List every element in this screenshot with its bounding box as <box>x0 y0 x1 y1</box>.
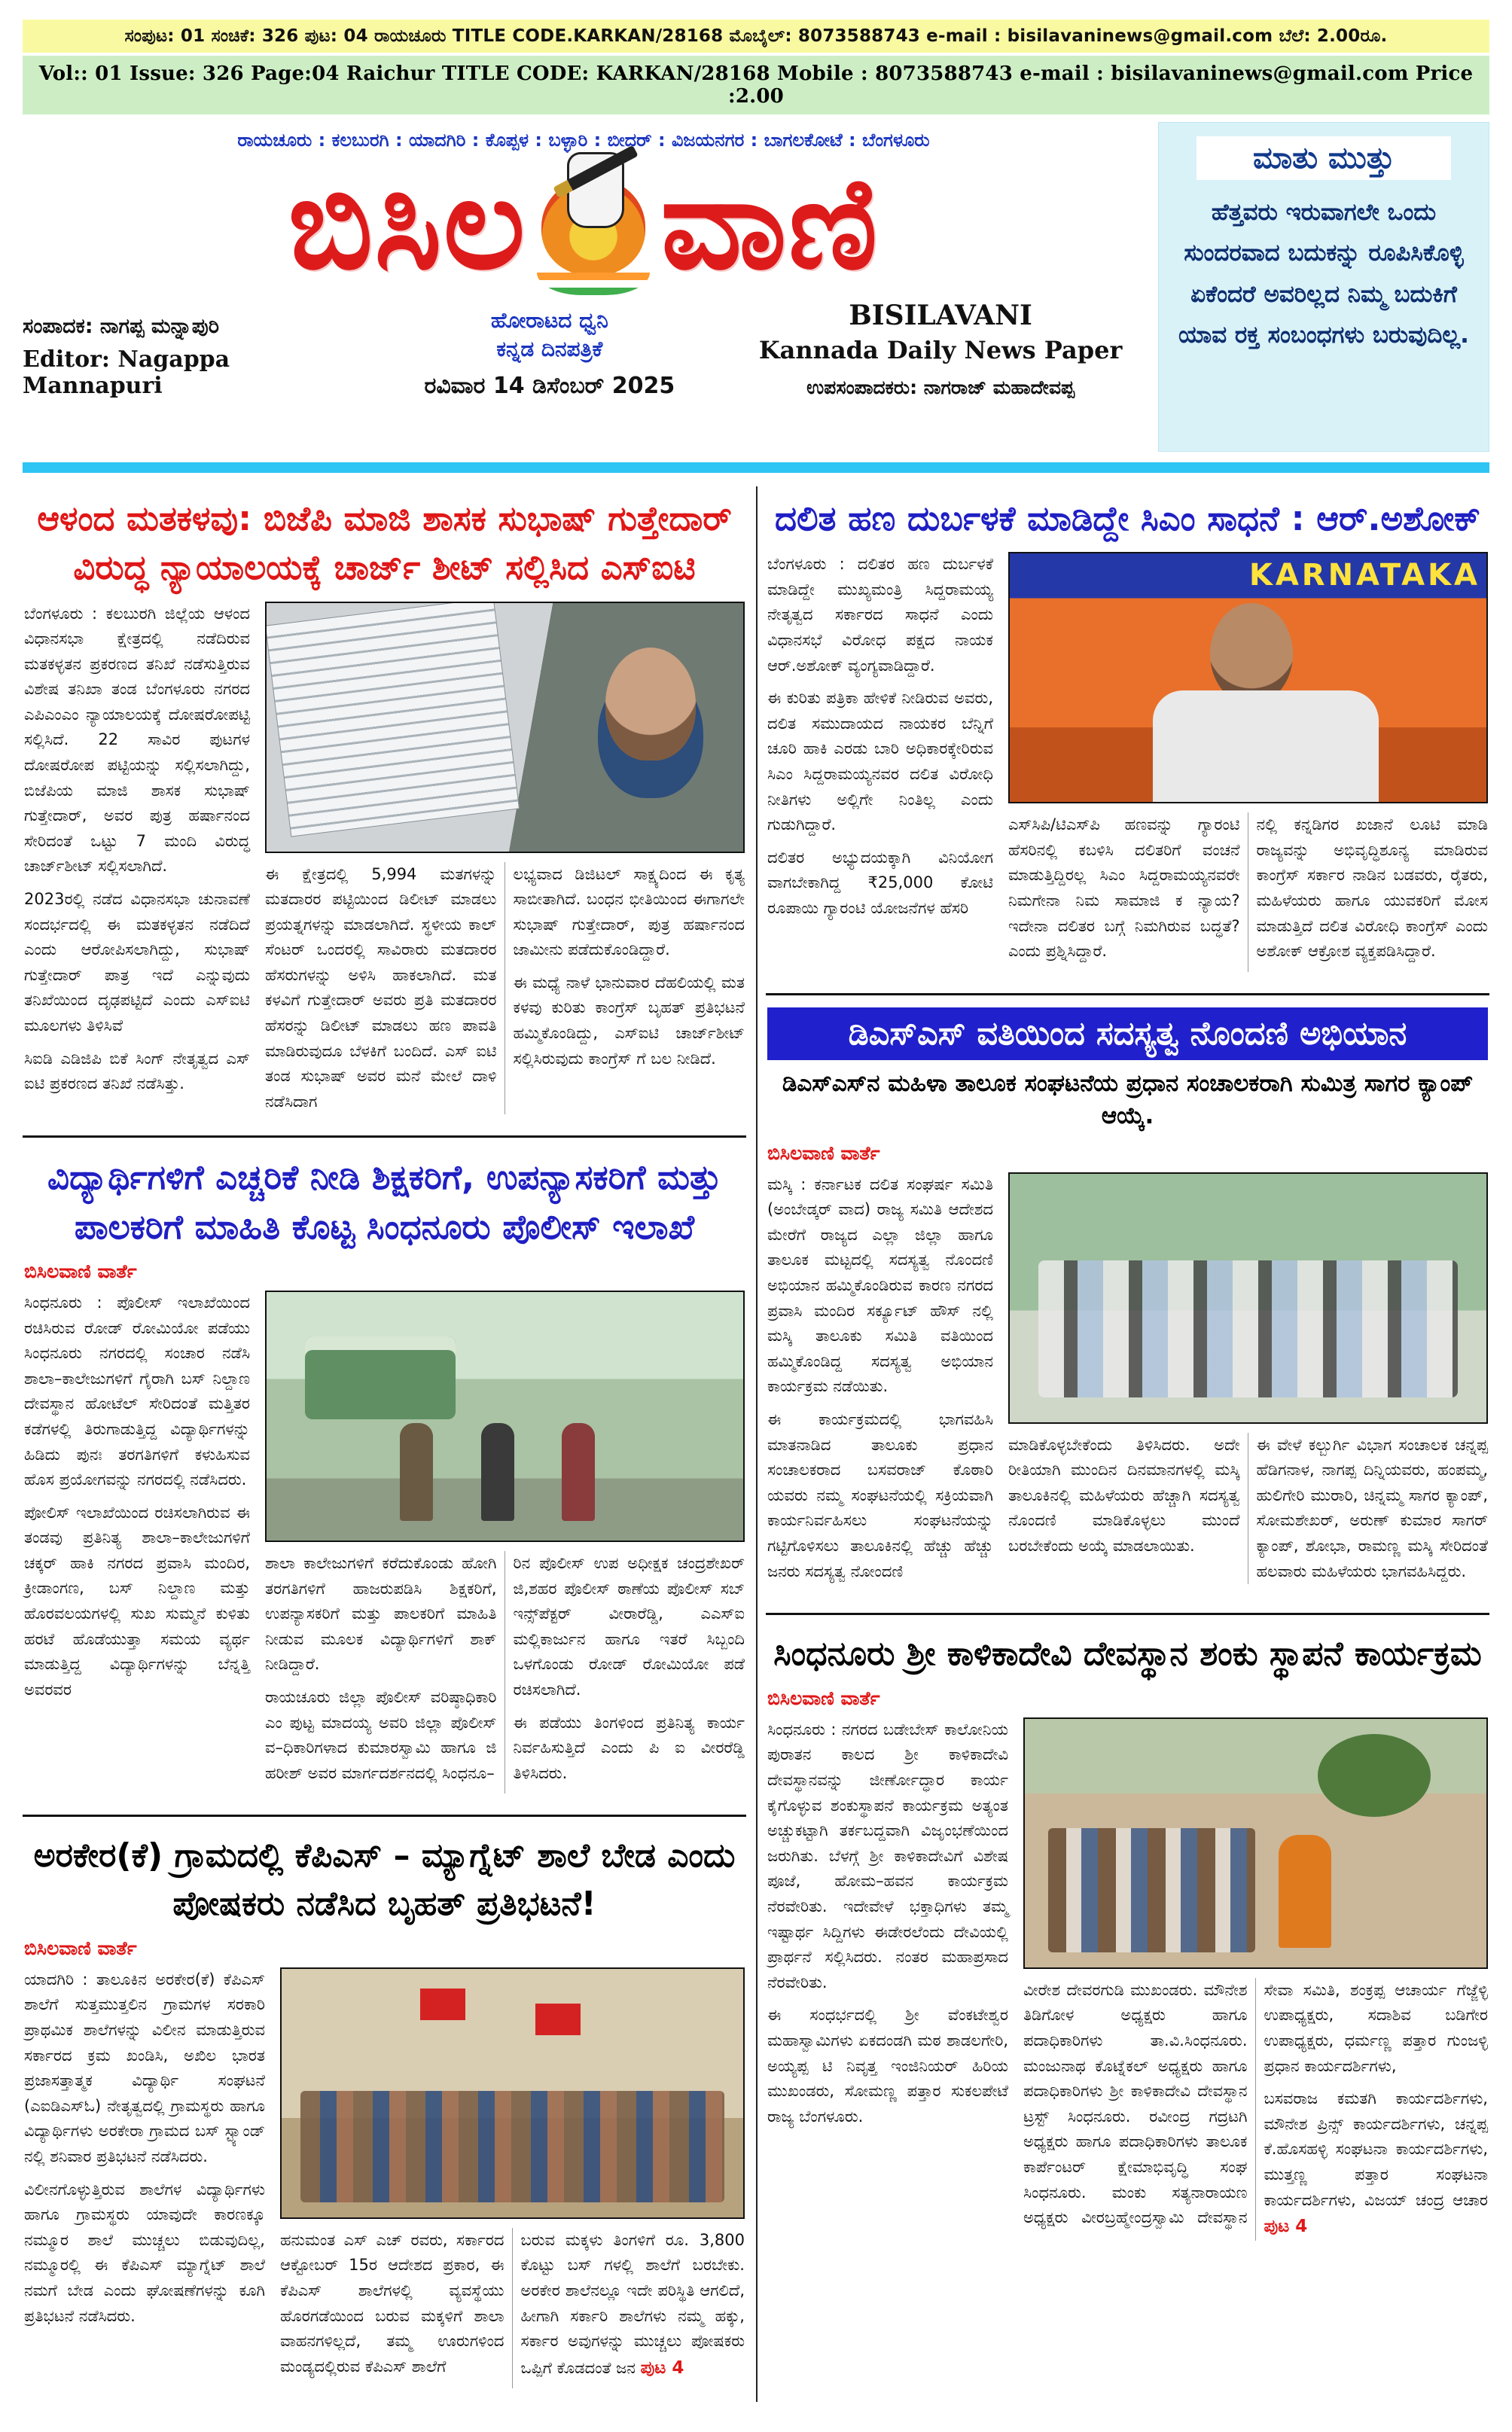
paragraph: ಸಿಂಧನೂರು : ನಗರದ ಬಡೇಬೇಸ್ ಕಾಲೋನಿಯ ಪುರಾತನ ಕಾಲದ ಶ್ರೀ ಕಾಳಿಕಾದೇವಿ ದೇವಸ್ಥಾನವನ್ನು ಜೀರ್ಣೋದ್ಧಾರ ಕಾರ್ಯ ಕೈಗೊಳ್ಳುವ ಶಂಕುಸ್ಥಾಪನೆ ಕಾರ್ಯಕ್ರಮ ಅತ್ಯಂತ ಅಚ್ಚುಕಟ್ಟಾಗಿ ತರ್ಕಬದ್ದವಾಗಿ ವಿಜೃಂಭಣೆಯಿಂದ ಜರುಗಿತು. ಬೆಳಗ್ಗೆ ಶ್ರೀ ಕಾಳಿಕಾದೇವಿಗೆ ವಿಶೇಷ ಪೂಜೆ, ಹೋಮ–ಹವನ ಕಾರ್ಯಕ್ರಮ ನೆರವೇರಿತು. ಇದೇವೇಳೆ ಭಕ್ತಾಧಿಗಳು ತಮ್ಮ ಇಷ್ಟಾರ್ಥ ಸಿದ್ದಿಗಳು ಈಡೇರಲೆಂದು ದೇವಿಯಲ್ಲಿ ಪ್ರಾರ್ಥನೆ ಸಲ್ಲಿಸಿದರು. ನಂತರ ಮಹಾಪ್ರಸಾದ ನೆರವೇರಿತು. <box>767 1720 1008 1992</box>
article-sindhanur-police <box>23 1135 746 1807</box>
dss-group-photo <box>1008 1172 1488 1424</box>
article-4-byline: ಬಿಸಿಲವಾಣಿ ವಾರ್ತೆ <box>767 1141 880 1164</box>
info-bar-kannada: ಸಂಪುಟ: 01 ಸಂಚಿಕೆ: 326 ಪುಟ: 04 ರಾಯಚೂರು TITLE CODE.KARKAN/28168 ಮೊಬೈಲ್: 8073588743 e-mail : bisilavaninews@gmail.com ಬೆಲೆ: 2.00ರೂ. <box>23 20 1489 56</box>
continued-on-page-4[interactable]: ಪುಟ 4 <box>1264 2217 1308 2237</box>
editor-english: Editor: Nagappa Mannapuri <box>23 346 230 399</box>
article-5-rest-text <box>280 2228 745 2388</box>
article-4-lead-text <box>767 1172 993 1592</box>
article-2-rest-text <box>1008 812 1488 972</box>
article-5-lead-text <box>24 1967 265 2388</box>
tagline-2: ಕನ್ನಡ ದಿನಪತ್ರಿಕೆ <box>496 337 603 361</box>
temple-shanku-sthapane-photo <box>1023 1717 1488 1969</box>
paragraph: ಲಭ್ಯವಾದ ಡಿಜಿಟಲ್ ಸಾಕ್ಷ್ಯದಿಂದ ಈ ಕೃತ್ಯ ಸಾಬೀತಾಗಿದೆ. ಬಂಧನ ಭೀತಿಯಿಂದ ಈಗಾಗಲೇ ಸುಭಾಷ್ ಗುತ್ತೇದಾರ್, ಪುತ್ರ ಹರ್ಷಾನಂದ ಜಾಮೀನು ಪಡೆದುಕೊಂಡಿದ್ದಾರೆ. <box>513 864 745 959</box>
voter-list-and-subhash-guttedar-photo <box>265 602 745 853</box>
paper-title-right: ವಾಣಿ <box>660 150 879 297</box>
paragraph: ಯಾದಗಿರಿ : ತಾಲೂಕಿನ ಅರಕೇರ(ಕೆ) ಕೆಪಿಎಸ್ ಶಾಲೆಗೆ ಸುತ್ತಮುತ್ತಲಿನ ಗ್ರಾಮಗಳ ಸರಕಾರಿ ಪ್ರಾಥಮಿಕ ಶಾಲೆಗಳನ್ನು ವಿಲೀನ ಮಾಡುತ್ತಿರುವ ಸರ್ಕಾರದ ಕ್ರಮ ಖಂಡಿಸಿ, ಅಖಿಲ ಭಾರತ ಪ್ರಜಾಸತ್ತಾತ್ಮಕ ವಿದ್ಯಾರ್ಥಿ ಸಂಘಟನೆ (ಎಐಡಿಎಸ್‌ಓ) ನೇತೃತ್ವದಲ್ಲಿ ಗ್ರಾಮಸ್ಥರು ಹಾಗೂ ವಿದ್ಯಾರ್ಥಿಗಳು ಅರಕೇರಾ ಗ್ರಾಮದ ಬಸ್ ಸ್ಟ್ಯಾಂಡ್ ನಲ್ಲಿ ಶನಿವಾರ ಪ್ರತಿಭಟನೆ ನಡೆಸಿದರು. <box>24 1970 265 2166</box>
editor-kannada: ಸಂಪಾದಕ: ನಾಗಪ್ಪ ಮನ್ನಾಪುರಿ <box>23 315 219 338</box>
paragraph: 2023ರಲ್ಲಿ ನಡೆದ ವಿಧಾನಸಭಾ ಚುನಾವಣೆ ಸಂದರ್ಭದಲ್ಲಿ ಈ ಮತಕಳ್ಳತನ ನಡೆದಿದೆ ಎಂದು ಆರೋಪಿಸಲಾಗಿದ್ದು, ಸುಭಾಷ್ ಗುತ್ತೇದಾರ್ ಪಾತ್ರ ಇದೆ ಎನ್ನುವುದು ತನಿಖೆಯಿಂದ ದೃಢಪಟ್ಟಿದೆ ಎಂದು ಎಸ್‌ಐಟಿ ಮೂಲಗಳು ತಿಳಿಸಿವೆ <box>24 890 250 1035</box>
masthead-divider <box>23 462 1489 473</box>
article-5-headline: ಅರಕೇರ(ಕೆ) ಗ್ರಾಮದಲ್ಲಿ ಕೆಪಿಎಸ್ – ಮ್ಯಾಗ್ನೆಟ್ ಶಾಲೆ ಬೇಡ ಎಂದು ಪೋಷಕರು ನಡೆಸಿದ ಬೃಹತ್ ಪ್ರತಿಭಟನೆ! <box>33 1836 736 1924</box>
paragraph: ಈ ವೇಳೆ ಕಲ್ಬುರ್ಗಿ ವಿಭಾಗ ಸಂಚಾಲಕ ಚನ್ನಪ್ಪ ಹೆಡಿಗನಾಳ, ನಾಗಪ್ಪ ದಿನ್ನಿಯವರು, ಹಂಪಮ್ಮ, ಹುಲಿಗೇರಿ ಮುರಾರಿ, ಚಿನ್ನಮ್ಮ ಸಾಗರ ಕ್ಯಾಂಪ್, ಸೋಮಶೇಖರ್, ಅರುಣ್ ಕುಮಾರ ಸಾಗರ್ ಕ್ಯಾಂಪ್, ಶೋಭಾ, ರಾಮಣ್ಣ ಮಸ್ಕಿ ಸೇರಿದಂತೆ ಹಲವಾರು ಮಹಿಳೆಯರು ಭಾಗವಹಿಸಿದ್ದರು. <box>1256 1435 1488 1580</box>
paper-name-english: BISILAVANI <box>849 300 1032 331</box>
paragraph: ದಲಿತರ ಅಭ್ಯುದಯಕ್ಕಾಗಿ ವಿನಿಯೋಗ ವಾಗಬೇಕಾಗಿದ್ದ ₹25,000 ಕೋಟಿ ರೂಪಾಯಿ ಗ್ಯಾರಂಟಿ ಯೋಜನೆಗಳ ಹೆಸರಿ <box>767 848 993 917</box>
right-column <box>766 486 1489 2402</box>
paragraph: ಬೆಂಗಳೂರು : ದಲಿತರ ಹಣ ದುರ್ಬಳಕೆ ಮಾಡಿದ್ದೇ ಮುಖ್ಯಮಂತ್ರಿ ಸಿದ್ದರಾಮಯ್ಯ ನೇತೃತ್ವದ ಸರ್ಕಾರದ ಸಾಧನೆ ಎಂದು ವಿಧಾನಸಭೆ ವಿರೋಧ ಪಕ್ಷದ ನಾಯಕ ಆರ್.ಅಶೋಕ್ ವ್ಯಂಗ್ಯವಾಡಿದ್ದಾರೆ. <box>767 555 993 675</box>
paragraph: ಪೋಲಿಸ್ ಇಲಾಖೆಯಿಂದ ರಚಿಸಲಾಗಿರುವ ಈ ತಂಡವು ಪ್ರತಿನಿತ್ಯ ಶಾಲಾ–ಕಾಲೇಜುಗಳಿಗೆ ಚಕ್ಕರ್ ಹಾಕಿ ನಗರದ ಪ್ರವಾಸಿ ಮಂದಿರ, ಕ್ರೀಡಾಂಗಣ, ಬಸ್ ನಿಲ್ದಾಣ ಮತ್ತು ಹೊರವಲಯಗಳಲ್ಲಿ ಸುಖ ಸುಮ್ಮನೆ ಕುಳಿತು ಹರಟೆ ಹೊಡೆಯುತ್ತಾ ಸಮಯ ವ್ಯರ್ಥ ಮಾಡುತ್ತಿದ್ದ ವಿದ್ಯಾರ್ಥಿಗಳನ್ನು ಬೆನ್ನತ್ತಿ ಅವರವರ <box>24 1503 250 1699</box>
road-romeo-squad-photo <box>265 1291 745 1542</box>
article-2-headline: ದಲಿತ ಹಣ ದುರ್ಬಳಕೆ ಮಾಡಿದ್ದೇ ಸಿಎಂ ಸಾಧನೆ : ಆರ್.ಅಶೋಕ್ <box>774 498 1481 538</box>
paragraph: ಸಿಂಧನೂರು : ಪೊಲೀಸ್ ಇಲಾಖೆಯಿಂದ ರಚಿಸಿರುವ ರೋಡ್ ರೋಮಿಯೋ ಪಡೆಯು ಸಿಂಧನೂರು ನಗರದಲ್ಲಿ ಸಂಚಾರ ನಡೆಸಿ ಶಾಲಾ–ಕಾಲೇಜುಗಳಿಗೆ ಗೈರಾಗಿ ಬಸ್ ನಿಲ್ದಾಣ ದೇವಸ್ಥಾನ ಹೋಟೆಲ್ ಸೇರಿದಂತೆ ಮತ್ತಿತರ ಕಡೆಗಳಲ್ಲಿ ತಿರುಗಾಡುತ್ತಿದ್ದ ವಿದ್ಯಾರ್ಥಿಗಳನ್ನು ಹಿಡಿದು ಪುನಃ ತರಗತಿಗಳಿಗೆ ಕಳುಹಿಸುವ ಹೊಸ ಪ್ರಯೋಗವನ್ನು ನಗರದಲ್ಲಿ ನಡೆಸಿದರು. <box>24 1293 250 1489</box>
article-3-lead-text <box>24 1291 250 1794</box>
article-6-byline: ಬಿಸಿಲವಾಣಿ ವಾರ್ತೆ <box>767 1687 880 1709</box>
paragraph: ಸಿಐಡಿ ಎಡಿಜಿಪಿ ಬಿಕೆ ಸಿಂಗ್ ನೇತೃತ್ವದ ಎಸ್ ಐಟಿ ಪ್ರಕರಣದ ತನಿಖೆ ನಡೆಸಿತ್ತು. <box>24 1049 250 1093</box>
article-4-banner-headline: ಡಿಎಸ್‌ಎಸ್ ವತಿಯಿಂದ ಸದಸ್ಯತ್ವ ನೊಂದಣಿ ಅಭಿಯಾನ <box>767 1007 1488 1060</box>
article-1-rest-text <box>265 862 745 1115</box>
article-1-headline: ಆಳಂದ ಮತಕಳವು: ಬಿಜೆಪಿ ಮಾಜಿ ಶಾಸಕ ಸುಭಾಷ್ ಗುತ್ತೇದಾರ್ ವಿರುದ್ಧ ನ್ಯಾಯಾಲಯಕ್ಕೆ ಚಾರ್ಜ್ ಶೀಟ್ ಸಲ್ಲಿಸಿದ ಎಸ್‌ಐಟಿ <box>37 498 732 588</box>
continued-on-page-4[interactable]: ಪುಟ 4 <box>640 2357 684 2378</box>
quote-box-text: ಹೆತ್ತವರು ಇರುವಾಗಲೇ ಒಂದು ಸುಂದರವಾದ ಬದುಕನ್ನು ರೂಪಿಸಿಕೊಳ್ಳಿ ಏಕೆಂದರೆ ಅವರಿಲ್ಲದ ನಿಮ್ಮ ಬದುಕಿಗೆ ಯಾವ ರಕ್ತ ಸಂಬಂಧಗಳು ಬರುವುದಿಲ್ಲ. <box>1178 199 1469 349</box>
article-6-rest-text <box>1023 1978 1488 2241</box>
paragraph-text: ಬರುವ ಮಕ್ಕಳು ತಿಂಗಳಿಗೆ ರೂ. 3,800 ಕೊಟ್ಟು ಬಸ್ ಗಳಲ್ಲಿ ಶಾಲೆಗೆ ಬರಬೇಕು. ಅರಕೇರ ಶಾಲೆನಲ್ಲೂ ಇದೇ ಪರಿಸ್ಥಿತಿ ಆಗಲಿದೆ, ಹೀಗಾಗಿ ಸರ್ಕಾರಿ ಶಾಲೆಗಳು ನಮ್ಮ ಹಕ್ಕು, ಸರ್ಕಾರ ಅವುಗಳನ್ನು ಮುಚ್ಚಲು ಪೋಷಕರು ಒಪ್ಪಿಗೆ ಕೊಡದಂತೆ ಜನ <box>520 2230 745 2377</box>
article-4-subheadline: ಡಿಎಸ್‌ಎಸ್‌ನ ಮಹಿಳಾ ತಾಲೂಕ ಸಂಘಟನೆಯ ಪ್ರಧಾನ ಸಂಚಾಲಕರಾಗಿ ಸುಮಿತ್ರ ಸಾಗರ ಕ್ಯಾಂಪ್ ಆಯ್ಕೆ. <box>782 1069 1474 1130</box>
kps-protest-photo <box>280 1967 745 2219</box>
paragraph: ಹನುಮಂತ ಎಸ್ ಎಚ್ ರವರು, ಸರ್ಕಾರದ ಆಕ್ಟೋಬರ್ 15ರ ಆದೇಶದ ಪ್ರಕಾರ, ಈ ಕೆಪಿಎಸ್ ಶಾಲೆಗಳಲ್ಲಿ ವ್ಯವಸ್ಥೆಯು ಹೊರಗಡೆಯಿಂದ ಬರುವ ಮಕ್ಕಳಿಗೆ ಶಾಲಾ ವಾಹನಗಳಿಲ್ಲದೆ, ತಮ್ಮ ಊರುಗಳಿಂದ ಮಂಡ್ಯದಲ್ಲಿರುವ ಕೆಪಿಎಸ್ ಶಾಲೆಗೆ <box>280 2230 505 2376</box>
subeditor-line: ಉಪಸಂಪಾದಕರು: ನಾಗರಾಜ್ ಮಹಾದೇವಪ್ಪ <box>806 376 1075 398</box>
paragraph: ಈ ಪಡೆಯು ತಿಂಗಳಿಂದ ಪ್ರತಿನಿತ್ಯ ಕಾರ್ಯ ನಿರ್ವಹಿಸುತ್ತಿದೆ ಎಂದು ಪಿ ಐ ವೀರರೆಡ್ಡಿ ತಿಳಿಸಿದರು. <box>513 1713 745 1782</box>
r-ashok-press-photo <box>1008 552 1488 803</box>
article-1-lead-text <box>24 602 250 1115</box>
paragraph <box>521 2228 745 2382</box>
paragraph: ಬೆಂಗಳೂರು : ಕಲಬುರಗಿ ಜಿಲ್ಲೆಯ ಆಳಂದ ವಿಧಾನಸಭಾ ಕ್ಷೇತ್ರದಲ್ಲಿ ನಡೆದಿರುವ ಮತಕಳ್ಳತನ ಪ್ರಕರಣದ ತನಿಖೆ ನಡೆಸುತ್ತಿರುವ ವಿಶೇಷ ತನಿಖಾ ತಂಡ ಬೆಂಗಳೂರು ನಗರದ ಎಪಿಎಂಎಂ ನ್ಯಾಯಾಲಯಕ್ಕೆ ದೋಷರೋಪಟ್ಟಿ ಸಲ್ಲಿಸಿದೆ. 22 ಸಾವಿರ ಪುಟಗಳ ದೋಷರೋಪ ಪಟ್ಟಿಯನ್ನು ಸಲ್ಲಿಸಲಾಗಿದ್ದು, ಬಿಜೆಪಿಯ ಮಾಜಿ ಶಾಸಕ ಸುಭಾಷ್ ಗುತ್ತೇದಾರ್, ಅವರ ಪುತ್ರ ಹರ್ಷಾನಂದ ಸೇರಿದಂತೆ ಒಟ್ಟು 7 ಮಂದಿ ವಿರುದ್ಧ ಚಾರ್ಜ್‌ಶೀಟ್ ಸಲ್ಲಿಸಲಾಗಿದೆ. <box>24 604 250 876</box>
paper-tagline-english: Kannada Daily News Paper <box>758 336 1123 364</box>
date-line: ರವಿವಾರ 14 ಡಿಸೆಂಬರ್ 2025 <box>424 373 675 399</box>
paper-title-left: ಬಿಸಿಲ <box>288 150 527 297</box>
paragraph <box>1264 2086 1489 2241</box>
tagline-1: ಹೋರಾಟದ ಧ್ವನಿ <box>490 308 608 333</box>
left-column <box>23 486 746 2402</box>
paragraph: ಮಾಡಿಕೊಳ್ಳಬೇಕೆಂದು ತಿಳಿಸಿದರು. ಅದೇ ರೀತಿಯಾಗಿ ಮುಂದಿನ ದಿನಮಾನಗಳಲ್ಲಿ ಮಸ್ಕಿ ತಾಲೂಕಿನಲ್ಲಿ ಮಹಿಳೆಯರು ಹೆಚ್ಚಾಗಿ ಸದಸ್ಯತ್ವ ನೊಂದಣಿ ಮಾಡಿಕೊಳ್ಳಲು ಮುಂದೆ ಬರಬೇಕೆಂದು ಅಯ್ಕೆ ಮಾಡಲಾಯಿತು. <box>1008 1435 1240 1555</box>
paragraph: ಈ ಕುರಿತು ಪತ್ರಿಕಾ ಹೇಳಿಕೆ ನೀಡಿರುವ ಅವರು, ದಲಿತ ಸಮುದಾಯದ ನಾಯಕರ ಬೆನ್ನಿಗೆ ಚೂರಿ ಹಾಕಿ ಎರಡು ಬಾರಿ ಅಧಿಕಾರಕ್ಕೇರಿರುವ ಸಿಎಂ ಸಿದ್ದರಾಮಯ್ಯನವರ ದಲಿತ ವಿರೋಧಿ ನೀತಿಗಳು ಅಲ್ಲಿಗೇ ನಿಂತಿಲ್ಲ ಎಂದು ಗುಡುಗಿದ್ದಾರೆ. <box>767 689 993 834</box>
article-3-rest-text <box>265 1551 745 1794</box>
article-kalikadevi-temple <box>766 1613 1489 2254</box>
quote-box-title: ಮಾತು ಮುತ್ತು <box>1196 136 1451 180</box>
paragraph: ವೀರೇಶ ದೇವರಗುಡಿ ಮುಖಂಡರು. ಮೌನೇಶ ತಿಡಿಗೋಳ ಅಧ್ಯಕ್ಷರು ಹಾಗೂ ಪದಾಧಿಕಾರಿಗಳು ತಾ.ವಿ.ಸಿಂಧನೂರು. ಮಂಜುನಾಥ ಕೊಟ್ನೆಕಲ್ ಅಧ್ಯಕ್ಷರು ಹಾಗೂ ಪದಾಧಿಕಾರಿಗಳು ಶ್ರೀ ಕಾಳಿಕಾದೇವಿ ದೇವಸ್ಥಾನ ಟ್ರಸ್ಟ್ ಸಿಂಧನೂರು. ರವೀಂದ್ರ ಗದ್ರಟಗಿ ಅಧ್ಯಕ್ಷರು ಹಾಗೂ ಪದಾಧಿಕಾರಿಗಳು ತಾಲೂಕ ಕಾರ್ಪೆಂಟರ್ ಕ್ಷೇಮಾಭಿವೃದ್ಧಿ ಸಂಘ ಸಿಂಧನೂರು. ಮಂಕು ಸತ್ಯನಾರಾಯಣ ಅಧ್ಯಕ್ಷರು ವೀರಬ್ರಹ್ಮೇಂದ್ರಸ್ವಾಮಿ ದೇವಸ್ಥಾನ ಸೇವಾ ಸಮಿತಿ, ಶಂಕ್ರಪ್ಪ ಆಚಾರ್ಯ ಗೆಜ್ಜೆಳ್ಳಿ ಉಪಾಧ್ಯಕ್ಷರು, ಸದಾಶಿವ ಬಡಿಗೇರ ಉಪಾಧ್ಯಕ್ಷರು, ಧರ್ಮಣ್ಣ ಪತ್ತಾರ ಗುಂಜಳ್ಳಿ ಪ್ರಧಾನ ಕಾರ್ಯದರ್ಶಿಗಳು, <box>1023 1980 1488 2227</box>
article-dss-membership-drive <box>766 993 1489 1605</box>
paragraph: ರಿನ ಪೊಲೀಸ್ ಉಪ ಅಧೀಕ್ಷಕ ಚಂದ್ರಶೇಖರ್ ಜಿ,ಶಹರ ಪೊಲೀಸ್ ಠಾಣೆಯ ಪೊಲೀಸ್ ಸಬ್ ಇನ್ಸ್‌ಪೆಕ್ಟರ್ ವೀರಾರೆಡ್ಡಿ, ಎಎಸ್‌ಐ ಮಲ್ಲಿಕಾರ್ಜುನ ಹಾಗೂ ಇತರೆ ಸಿಬ್ಬಂದಿ ಒಳಗೊಂಡು ರೋಡ್ ರೋಮಿಯೋ ಪಡೆ ರಚಿಸಲಾಗಿದೆ. <box>513 1553 745 1699</box>
article-2-lead-text <box>767 552 993 972</box>
paragraph-text: ಬಸವರಾಜ ಕಮತಗಿ ಕಾರ್ಯದರ್ಶಿಗಳು, ಮೌನೇಶ ಪ್ರಿನ್ಸ್ ಕಾರ್ಯದರ್ಶಿಗಳು, ಚನ್ನಪ್ಪ ಕೆ.ಹೊಸಹಳ್ಳಿ ಸಂಘಟನಾ ಕಾರ್ಯದರ್ಶಿಗಳು, ಮುತ್ತಣ್ಣ ಪತ್ತಾರ ಸಂಘಟನಾ ಕಾರ್ಯದರ್ಶಿಗಳು, ವಿಜಯ್ ಚಂದ್ರ ಆಚಾರ <box>1264 2089 1488 2209</box>
paragraph: ಈ ಮಧ್ಯೆ ನಾಳೆ ಭಾನುವಾರ ದೆಹಲಿಯಲ್ಲಿ ಮತ ಕಳವು ಕುರಿತು ಕಾಂಗ್ರೆಸ್ ಬೃಹತ್ ಪ್ರತಿಭಟನೆ ಹಮ್ಮಿಕೊಂಡಿದ್ದು, ಎಸ್‌ಐಟಿ ಚಾರ್ಜ್‌ಶೀಟ್ ಸಲ್ಲಿಸಿರುವುದು ಕಾಂಗ್ರೆಸ್ ಗೆ ಬಲ ನೀಡಿದೆ. <box>513 973 745 1068</box>
edition-cities: ರಾಯಚೂರು : ಕಲಬುರಗಿ : ಯಾದಗಿರಿ : ಕೊಪ್ಪಳ : ಬಳ್ಳಾರಿ : ಬೀದರ್ : ವಿಜಯನಗರ : ಬಾಗಲಕೋಟೆ : ಬೆಂಗಳೂರು <box>237 130 930 151</box>
paragraph: ಈ ಕಾರ್ಯಕ್ರಮದಲ್ಲಿ ಭಾಗವಹಿಸಿ ಮಾತನಾಡಿದ ತಾಲೂಕು ಪ್ರಧಾನ ಸಂಚಾಲಕರಾದ ಬಸವರಾಜ್ ಕೊಠಾರಿ ಯವರು ನಮ್ಮ ಸಂಘಟನೆಯಲ್ಲಿ ಸಕ್ರಿಯವಾಗಿ ಕಾರ್ಯನಿರ್ವಹಿಸಲು ಸಂಘಟನೆಯನ್ನು ಗಟ್ಟಿಗೊಳಿಸಲು ತಾಲೂಕಿನಲ್ಲಿ ಹೆಚ್ಚು ಹೆಚ್ಚು ಜನರು ಸದಸ್ಯತ್ವ ನೋಂದಣಿ <box>767 1410 993 1580</box>
front-page-content <box>23 486 1489 2402</box>
quote-box <box>1158 122 1489 452</box>
article-arakera-kps-protest <box>23 1815 746 2402</box>
article-6-lead-text <box>767 1717 1008 2241</box>
paragraph: ಈ ಕ್ಷೇತ್ರದಲ್ಲಿ 5,994 ಮತಗಳನ್ನು ಮತದಾರರ ಪಟ್ಟಿಯಿಂದ ಡಿಲೀಟ್ ಮಾಡಲು ಪ್ರಯತ್ನಗಳನ್ನು ಮಾಡಲಾಗಿದೆ. ಸ್ಥಳೀಯ ಕಾಲ್ ಸೆಂಟರ್ ಒಂದರಲ್ಲಿ ಸಾವಿರಾರು ಮತದಾರರ ಹೆಸರುಗಳನ್ನು ಅಳಿಸಿ ಹಾಕಲಾಗಿದೆ. ಮತ ಕಳವಿಗೆ ಗುತ್ತೇದಾರ್ ಅವರು ಪ್ರತಿ ಮತದಾರರ ಹೆಸರನ್ನು ಡಿಲೀಟ್ ಮಾಡಲು ಹಣ ಪಾವತಿ ಮಾಡಿರುವುದೂ ಬೆಳಕಿಗೆ ಬಂದಿದೆ. ಎಸ್ ಐಟಿ ತಂಡ ಸುಭಾಷ್ ಅವರ ಮನೆ ಮೇಲೆ ದಾಳಿ ನಡೆಸಿದಾಗ <box>265 864 497 1111</box>
article-4-rest-text <box>1008 1433 1488 1585</box>
article-r-ashok-statement <box>766 486 1489 986</box>
paragraph: ಎಸ್‌ಸಿಪಿ/ಟಿಎಸ್‌ಪಿ ಹಣವನ್ನು ಗ್ಯಾರಂಟಿ ಹೆಸರಿನಲ್ಲಿ ಕಬಳಿಸಿ ದಲಿತರಿಗೆ ವಂಚನೆ ಮಾಡುತ್ತಿದ್ದಿರಲ್ಲ ಸಿಎಂ ಸಿದ್ದರಾಮಯ್ಯನವರೇ ನಿಮಗೇನಾ ನಿಮ ಸಾಮಾಜಿ ಕ ನ್ಯಾಯ? ಇದೇನಾ ದಲಿತರ ಬಗ್ಗೆ ನಿಮಗಿರುವ ಬದ್ಧತೆ? ಎಂದು ಪ್ರಶ್ನಿಸಿದ್ದಾರೆ. <box>1008 815 1240 961</box>
photo-backdrop-text: KARNATAKA <box>1248 558 1480 593</box>
article-3-byline: ಬಿಸಿಲವಾಣಿ ವಾರ್ತೆ <box>24 1260 137 1282</box>
paragraph: ರಾಯಚೂರು ಜಿಲ್ಲಾ ಪೊಲೀಸ್ ವರಿಷ್ಠಾಧಿಕಾರಿ ಎಂ ಪುಟ್ಟ ಮಾದಯ್ಯ ಅವರಿ ಜಿಲ್ಲಾ ಪೊಲೀಸ್ ವ–ಧಿಕಾರಿಗಳಾದ ಕುಮಾರಸ್ವಾಮಿ ಹಾಗೂ ಜಿ ಹರೀಶ್ ಅವರ ಮಾರ್ಗದರ್ಶನದಲ್ಲಿ ಸಿಂಧನೂ– <box>265 1687 497 1782</box>
paragraph: ಮಸ್ಕಿ : ಕರ್ನಾಟಕ ದಲಿತ ಸಂಘರ್ಷ ಸಮಿತಿ (ಅಂಬೇಡ್ಕರ್ ವಾದ) ರಾಜ್ಯ ಸಮಿತಿ ಆದೇಶದ ಮೇರೆಗೆ ರಾಜ್ಯದ ಎಲ್ಲಾ ಜಿಲ್ಲಾ ಹಾಗೂ ತಾಲೂಕ ಮಟ್ಟದಲ್ಲಿ ಸದಸ್ಯತ್ವ ನೊಂದಣಿ ಅಭಿಯಾನ ಹಮ್ಮಿಕೊಂಡಿರುವ ಕಾರಣ ನಗರದ ಪ್ರವಾಸಿ ಮಂದಿರ ಸರ್ಕ್ಯೂಟ್ ಹೌಸ್ ನಲ್ಲಿ ಮಸ್ಕಿ ತಾಲೂಕು ಸಮಿತಿ ವತಿಯಿಂದ ಹಮ್ಮಿಕೊಂಡಿದ್ದ ಸದಸ್ಯತ್ವ ಅಭಿಯಾನ ಕಾರ್ಯಕ್ರಮ ನಡೆಯಿತು. <box>767 1175 993 1396</box>
masthead <box>23 114 1489 452</box>
paragraph: ಶಾಲಾ ಕಾಲೇಜುಗಳಿಗೆ ಕರೆದುಕೊಂಡು ಹೋಗಿ ತರಗತಿಗಳಿಗೆ ಹಾಜರುಪಡಿಸಿ ಶಿಕ್ಷಕರಿಗೆ, ಉಪನ್ಯಾಸಕರಿಗೆ ಮತ್ತು ಪಾಲಕರಿಗೆ ಮಾಹಿತಿ ನೀಡುವ ಮೂಲಕ ವಿದ್ಯಾರ್ಥಿಗಳಿಗೆ ಶಾಕ್ ನೀಡಿದ್ದಾರೆ. <box>265 1553 497 1674</box>
fist-pen-flame-logo-icon <box>537 152 650 295</box>
article-5-byline: ಬಿಸಿಲವಾಣಿ ವಾರ್ತೆ <box>24 1937 137 1959</box>
paragraph: ಈ ಸಂಧರ್ಭದಲ್ಲಿ ಶ್ರೀ ವೆಂಕಟೇಶ್ವರ ಮಹಾಸ್ವಾಮಿಗಳು ಏಕದಂಡಗಿ ಮಠ ಶಾಡಲಗೇರಿ, ಅಯ್ಯಪ್ಪ ಟಿ ನಿವೃತ್ತ ಇಂಜಿನಿಯರ್ ಹಿರಿಯ ಮುಖಂಡರು, ಸೋಮಣ್ಣ ಪತ್ತಾರ ಸುಕಲಪೇಟೆ ರಾಜ್ಯ ಬೆಂಗಳೂರು. <box>767 2006 1008 2126</box>
article-6-headline: ಸಿಂಧನೂರು ಶ್ರೀ ಕಾಳಿಕಾದೇವಿ ದೇವಸ್ಥಾನ ಶಂಕು ಸ್ಥಾಪನೆ ಕಾರ್ಯಕ್ರಮ <box>773 1635 1482 1674</box>
article-alanda-vote-theft <box>23 486 746 1128</box>
paragraph: ನಲ್ಲಿ ಕನ್ನಡಿಗರ ಖಜಾನೆ ಲೂಟಿ ಮಾಡಿ ರಾಜ್ಯವನ್ನು ಅಭಿವೃದ್ಧಿಶೂನ್ಯ ಮಾಡಿರುವ ಕಾಂಗ್ರೆಸ್ ಸರ್ಕಾರ ನಾಡಿನ ಬಡವರು, ರೈತರು, ಮಹಿಳೆಯರು ಹಾಗೂ ಯುವಕರಿಗೆ ಮೋಸ ಮಾಡುತ್ತಿದೆ ದಲಿತ ವಿರೋಧಿ ಕಾಂಗ್ರೆಸ್ ಎಂದು ಅಶೋಕ್ ಆಕ್ರೋಶ ವ್ಯಕ್ತಪಡಿಸಿದ್ದಾರೆ. <box>1256 815 1488 961</box>
info-bar-english: Vol:: 01 Issue: 326 Page:04 Raichur TITLE CODE: KARKAN/28168 Mobile : 8073588743 e-mail : bisilavaninews@gmail.com Price :2.00 <box>23 56 1489 114</box>
paragraph: ವಿಲೀನಗೊಳ್ಳುತ್ತಿರುವ ಶಾಲೆಗಳ ವಿದ್ಯಾರ್ಥಿಗಳು ಹಾಗೂ ಗ್ರಾಮಸ್ಥರು ಯಾವುದೇ ಕಾರಣಕ್ಕೂ ನಮ್ಮೂರ ಶಾಲೆ ಮುಚ್ಚಲು ಬಿಡುವುದಿಲ್ಲ, ನಮ್ಮೂರಲ್ಲಿ ಈ ಕೆಪಿಎಸ್ ಮ್ಯಾಗ್ನೆಟ್ ಶಾಲೆ ನಮಗೆ ಬೇಡ ಎಂದು ಘೋಷಣೆಗಳನ್ನು ಕೂಗಿ ಪ್ರತಿಭಟನೆ ನಡೆಸಿದರು. <box>24 2180 265 2325</box>
article-3-headline: ವಿದ್ಯಾರ್ಥಿಗಳಿಗೆ ಎಚ್ಚರಿಕೆ ನೀಡಿ ಶಿಕ್ಷಕರಿಗೆ, ಉಪನ್ಯಾಸಕರಿಗೆ ಮತ್ತು ಪಾಲಕರಿಗೆ ಮಾಹಿತಿ ಕೊಟ್ಟ ಸಿಂಧನೂರು ಪೊಲೀಸ್ ಇಲಾಖೆ <box>47 1157 721 1247</box>
